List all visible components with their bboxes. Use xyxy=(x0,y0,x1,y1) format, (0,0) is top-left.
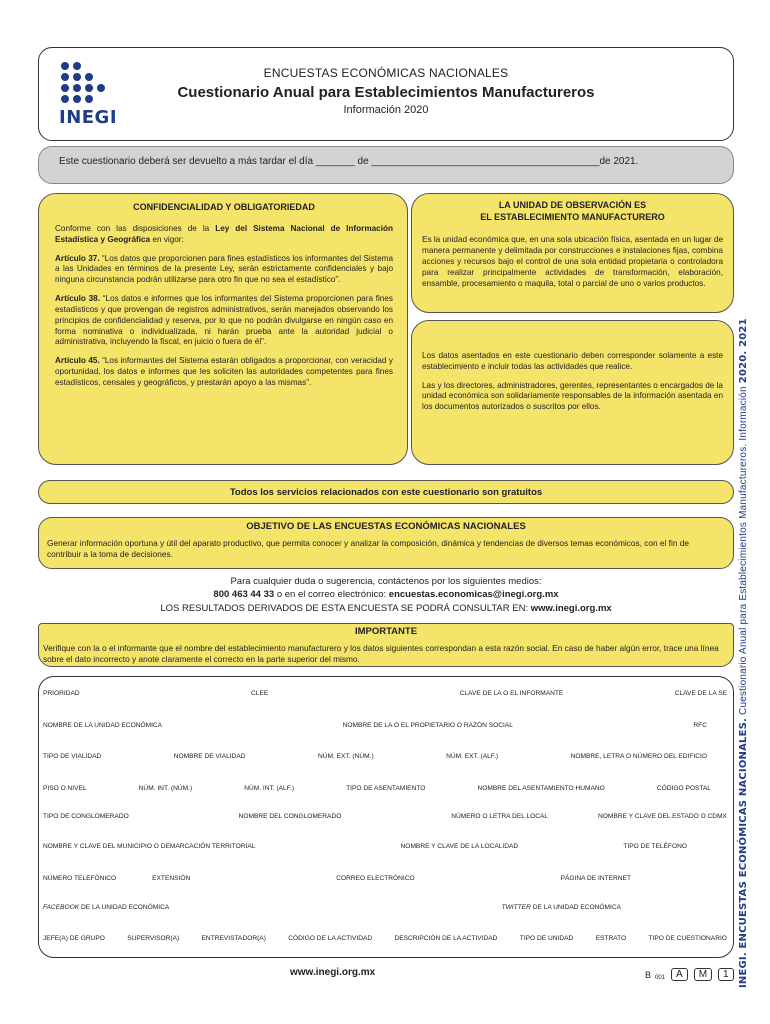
field-int-alf[interactable]: NÚM. INT. (ALF.) xyxy=(244,785,295,792)
field-unit-type[interactable]: TIPO DE UNIDAD xyxy=(519,935,574,942)
field-questionnaire-type[interactable]: TIPO DE CUESTIONARIO xyxy=(648,935,727,942)
results-line: LOS RESULTADOS DERIVADOS DE ESTA ENCUESTA SE PODRÁ CONSULTAR EN: www.inegi.org.mx xyxy=(160,602,612,614)
field-twitter[interactable]: TWITTER DE LA UNIDAD ECONÓMICA xyxy=(501,904,621,911)
field-se-key[interactable]: CLAVE DE LA SE xyxy=(674,690,727,697)
field-prioridad[interactable]: PRIORIDAD xyxy=(43,690,80,697)
field-road-name[interactable]: NOMBRE DE VIALIDAD xyxy=(173,753,246,760)
field-email[interactable]: CORREO ELECTRÓNICO xyxy=(336,875,415,882)
contact-details: 800 463 44 33 o en el correo electrónico: encuestas.economicas@inegi.org.mx xyxy=(213,589,559,601)
deadline-box: Este cuestionario deberá ser devuelto a más tardar el día _______ de _________________________________________de 2021. xyxy=(38,146,734,184)
contact-info xyxy=(38,575,734,615)
free-services-banner: Todos los servicios relacionados con este cuestionario son gratuitos xyxy=(38,480,734,504)
field-informant-key[interactable]: CLAVE DE LA O EL INFORMANTE xyxy=(459,690,564,697)
fields-row-9 xyxy=(43,935,727,942)
footer-url[interactable]: www.inegi.org.mx xyxy=(290,967,376,978)
article-38: Artículo 38. “Los datos e informes que los informantes del Sistema proporcionen para fines estadísticos y que provengan de registros administrativos, serán manejados observando los principios de confidencialidad y reserva, por lo que no podrán divulgarse en ningún caso en forma nominativa o individualizada, ni harán prueba ante la autoridad judicial o administrativa, incluyendo la fiscal, en juicio o fuera de él”. xyxy=(55,294,393,347)
results-url[interactable]: www.inegi.org.mx xyxy=(530,602,612,614)
field-int-num[interactable]: NÚM. INT. (NÚM.) xyxy=(138,785,193,792)
field-building[interactable]: NOMBRE, LETRA O NÚMERO DEL EDIFICIO xyxy=(570,753,707,760)
info-year: Información 2020 xyxy=(343,104,429,116)
field-extension[interactable]: EXTENSIÓN xyxy=(152,875,191,882)
field-rfc[interactable]: RFC xyxy=(693,722,707,729)
code-cell-1: 1 xyxy=(718,968,734,981)
form-code: B 001 A M 1 xyxy=(645,968,734,981)
header-box xyxy=(38,47,734,141)
objective-text: Generar información oportuna y útil del aparato productivo, que permita conocer y analizar la composición, dinámica y tendencias de diversos temas económicos, con el fin de contribuir a la toma de decisiones. xyxy=(47,537,689,559)
code-cell-a: A xyxy=(671,968,688,981)
logo-text: INEGI xyxy=(59,107,118,128)
observation-unit-box xyxy=(411,193,734,313)
page-title: Cuestionario Anual para Establecimientos Manufactureros xyxy=(177,84,595,101)
fields-row-4 xyxy=(43,785,727,792)
field-interviewer[interactable]: ENTREVISTADOR(A) xyxy=(201,935,266,942)
field-ext-alf[interactable]: NÚM. EXT. (ALF.) xyxy=(446,753,499,760)
field-stratum[interactable]: ESTRATO xyxy=(595,935,627,942)
field-locality[interactable]: NOMBRE Y CLAVE DE LA LOCALIDAD xyxy=(400,843,519,850)
law-intro: Conforme con las disposiciones de la Ley del Sistema Nacional de Información Estadística y Geográfica en vigor: xyxy=(55,223,394,244)
data-note-1: Los datos asentados en este cuestionario deben corresponder solamente a este establecimiento e incluir todas las actividades que realice. xyxy=(422,351,723,371)
establishment-fields xyxy=(38,676,734,958)
field-cluster-type[interactable]: TIPO DE CONGLOMERADO xyxy=(43,813,129,820)
contact-line: Para cualquier duda o sugerencia, contáctenos por los siguientes medios: xyxy=(230,576,542,587)
confidentiality-box xyxy=(38,193,408,465)
field-floor[interactable]: PISO O NIVEL xyxy=(43,785,87,792)
field-facebook[interactable]: FACEBOOK DE LA UNIDAD ECONÓMICA xyxy=(43,904,170,911)
field-postal-code[interactable]: CÓDIGO POSTAL xyxy=(656,785,711,792)
field-settlement-type[interactable]: TIPO DE ASENTAMIENTO xyxy=(346,785,426,792)
observation-unit-text: Es la unidad económica que, en una sola ubicación física, asentada en un lugar de manera permanente y delimitada por construcciones e instalaciones fijas, combina acciones y recursos bajo el control de una sola entidad propietaria o controladora para realizar principalmente actividades de transformación, elaboración, ensamble, procesamiento o maquila, total o parcial de uno o varios productos. xyxy=(422,235,723,288)
contact-phone: 800 463 44 33 xyxy=(213,589,275,601)
field-cluster-name[interactable]: NOMBRE DEL CONGLOMERADO xyxy=(238,813,342,820)
article-37: Artículo 37. “Los datos que proporcionen para fines estadísticos los informantes del Sistema a las Unidades en términos de la presente Ley, serán estrictamente confidenciales y bajo ninguna circunstancia podrán utilizarse para otro fin que no sea el estadístico”. xyxy=(55,253,394,285)
field-road-type[interactable]: TIPO DE VIALIDAD xyxy=(43,753,102,760)
data-note-2: Las y los directores, administradores, gerentes, representantes o encargados de la unidad económica son solidariamente responsables de la información asentada en los documentos autorizados o suscritos por ellos. xyxy=(422,380,723,412)
field-ext-num[interactable]: NÚM. EXT. (NÚM.) xyxy=(317,753,374,760)
objective-box xyxy=(38,517,734,569)
field-local-number[interactable]: NÚMERO O LETRA DEL LOCAL xyxy=(451,813,549,820)
field-phone[interactable]: NÚMERO TELEFÓNICO xyxy=(43,875,117,882)
field-owner-name[interactable]: NOMBRE DE LA O EL PROPIETARIO O RAZÓN SOCIAL xyxy=(342,722,513,729)
fields-row-8 xyxy=(43,904,727,911)
field-group-chief[interactable]: JEFE(A) DE GRUPO xyxy=(43,935,105,942)
field-phone-type[interactable]: TIPO DE TELÉFONO xyxy=(623,843,687,850)
important-text: Verifique con la o el informante que el nombre del establecimiento manufacturero y los datos siguientes correspondan a esta razón social. En caso de haber algún error, trace una línea sobre el dato incorrecto y anote claramente el correcto en la parte superior del mismo. xyxy=(43,642,719,664)
field-unit-name[interactable]: NOMBRE DE LA UNIDAD ECONÓMICA xyxy=(43,722,163,729)
fields-row-6 xyxy=(43,843,727,850)
field-supervisor[interactable]: SUPERVISOR(A) xyxy=(127,935,180,942)
fields-row-3 xyxy=(43,753,727,760)
confidentiality-title: CONFIDENCIALIDAD Y OBLIGATORIEDAD xyxy=(133,202,315,212)
code-cell-m: M xyxy=(694,968,712,981)
side-banner: INEGI. ENCUESTAS ECONÓMICAS NACIONALES. Cuestionario Anual para Establecimientos Manufactureros. Información 2020. 2021 xyxy=(738,318,749,988)
objective-title: OBJETIVO DE LAS ENCUESTAS ECONÓMICAS NACIONALES xyxy=(246,521,526,532)
fields-row-5 xyxy=(43,813,727,820)
field-municipality[interactable]: NOMBRE Y CLAVE DEL MUNICIPIO O DEMARCACIÓN TERRITORIAL xyxy=(43,843,256,850)
field-state[interactable]: NOMBRE Y CLAVE DEL ESTADO O CDMX xyxy=(597,813,727,820)
survey-series: ENCUESTAS ECONÓMICAS NACIONALES xyxy=(263,66,509,80)
fields-row-7 xyxy=(43,875,727,882)
fields-row-1 xyxy=(43,690,727,697)
field-activity-desc[interactable]: DESCRIPCIÓN DE LA ACTIVIDAD xyxy=(394,935,498,942)
article-45: Artículo 45. “Los informantes del Sistema estarán obligados a proporcionar, con veracidad y oportunidad, los datos e informes que les soliciten las autoridades competentes para fines estadísticos, censales y geográficos, y prestarán apoyo a las mismas”. xyxy=(55,356,393,387)
field-clee[interactable]: CLEE xyxy=(251,690,269,697)
important-title: IMPORTANTE xyxy=(354,626,418,637)
field-activity-code[interactable]: CÓDIGO DE LA ACTIVIDAD xyxy=(288,935,373,942)
data-notes-box xyxy=(411,320,734,465)
important-box xyxy=(38,623,734,667)
observation-unit-title: LA UNIDAD DE OBSERVACIÓN ES EL ESTABLECIMIENTO MANUFACTURERO xyxy=(480,200,665,222)
field-settlement-name[interactable]: NOMBRE DEL ASENTAMIENTO HUMANO xyxy=(477,785,605,792)
contact-email[interactable]: encuestas.economicas@inegi.org.mx xyxy=(388,589,559,601)
fields-row-2 xyxy=(43,722,727,729)
field-website[interactable]: PÁGINA DE INTERNET xyxy=(560,875,631,882)
